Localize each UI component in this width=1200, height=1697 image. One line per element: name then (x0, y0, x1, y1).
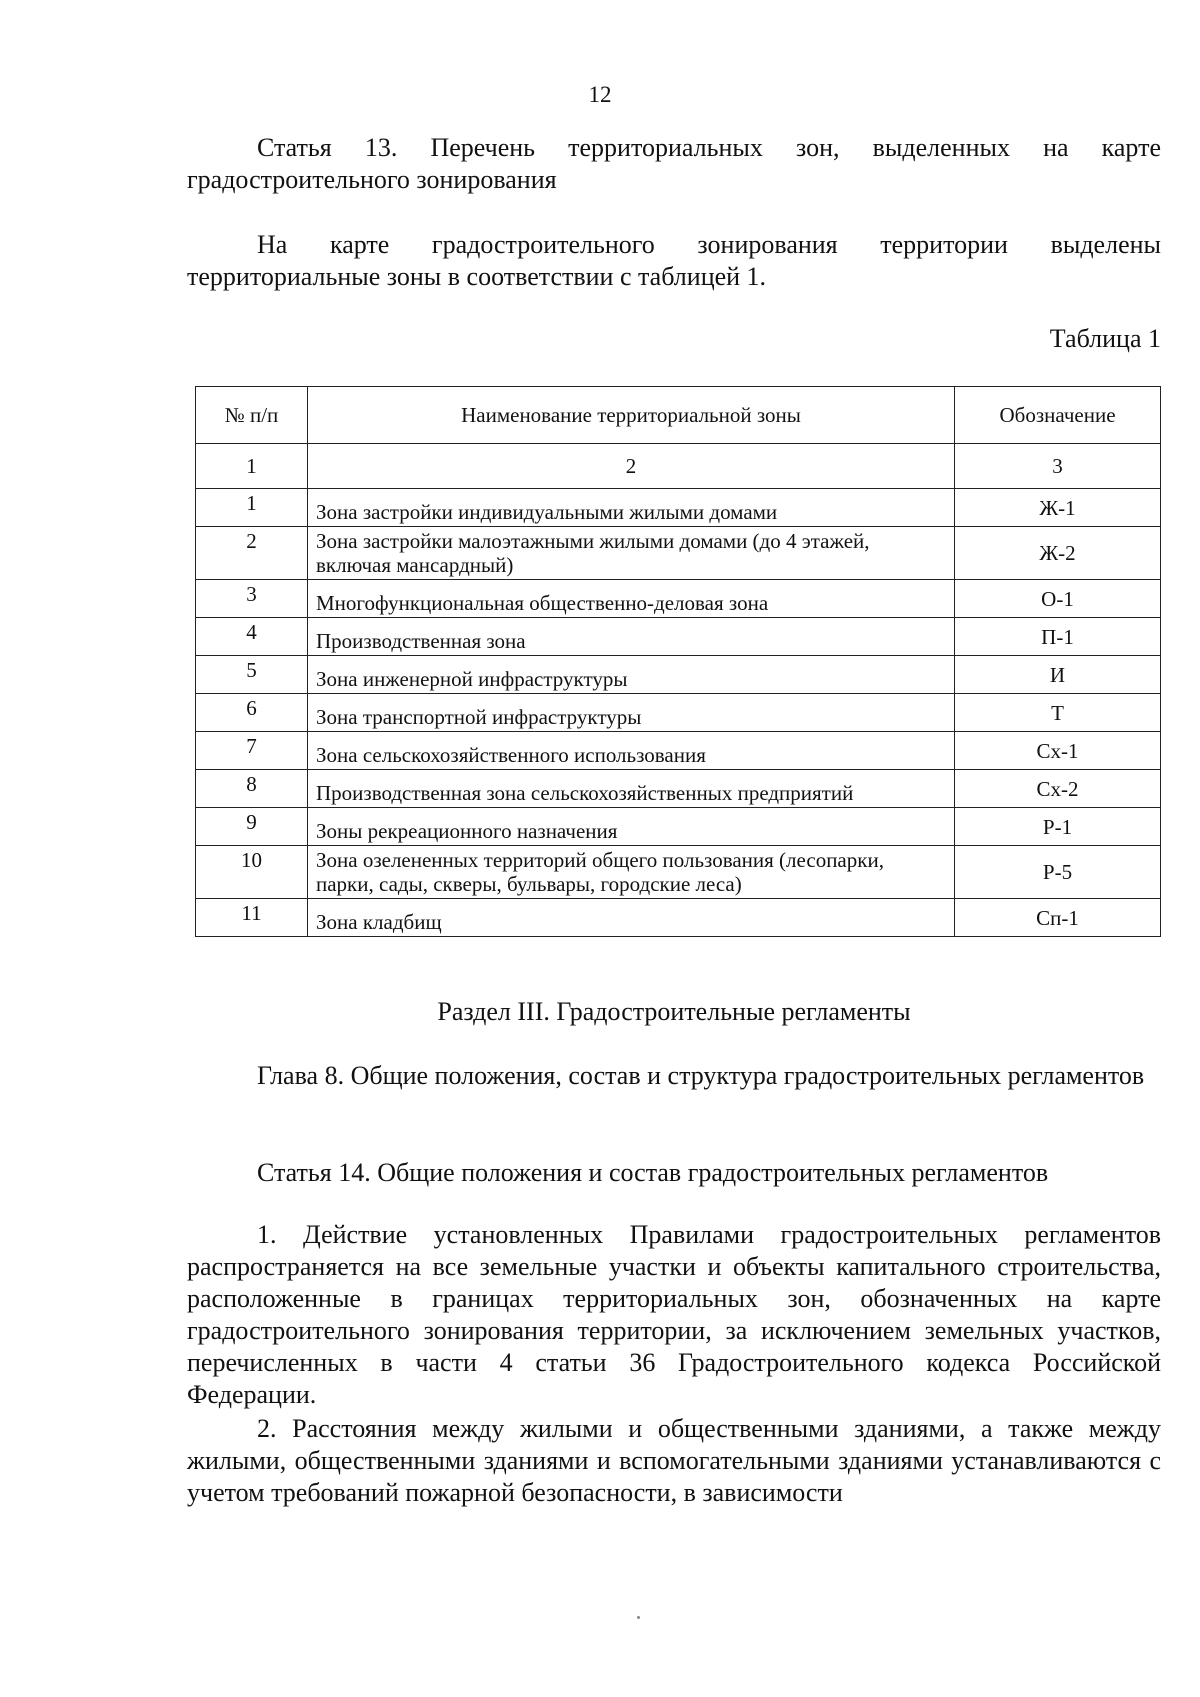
column-number: 1 (196, 444, 308, 489)
table-caption: Таблица 1 (1049, 324, 1161, 353)
article-14-paragraph-2: 2. Расстояния между жилыми и общественными зданиями, а также между жилыми, общественными зданиями и вспомогательными зданиями устанавливаются с учетом требований пожарной безопасности, в зависимости (187, 1414, 1161, 1507)
zone-code: О-1 (955, 580, 1161, 618)
table-header-row (196, 387, 1161, 444)
table-row (196, 770, 1161, 808)
article-14-paragraph-1: 1. Действие установленных Правилами градостроительных регламентов распространяется на все земельные участки и объекты капитального строительства, расположенные в границах территориальных зон, обозначенных на карте градостроительного зонирования территории, за исключением земельных участков, перечисленных в части 4 статьи 36 Градостроительного кодекса Российской Федерации. (187, 1220, 1161, 1409)
zone-name: Зона инженерной инфраструктуры (308, 656, 955, 694)
zone-number: 7 (196, 732, 308, 770)
zone-number: 3 (196, 580, 308, 618)
zones-intro-paragraph: На карте градостроительного зонирования территории выделены территориальные зоны в соответствии с таблицей 1. (187, 230, 1161, 291)
table-row (196, 808, 1161, 846)
table-row (196, 656, 1161, 694)
zone-number: 5 (196, 656, 308, 694)
zone-code: Ж-1 (955, 489, 1161, 527)
zone-number: 8 (196, 770, 308, 808)
zone-number: 2 (196, 527, 308, 580)
table-row (196, 580, 1161, 618)
zone-code: Сх-1 (955, 732, 1161, 770)
header-number: № п/п (196, 387, 308, 444)
zone-code: П-1 (955, 618, 1161, 656)
column-number: 3 (955, 444, 1161, 489)
zone-name: Зона застройки малоэтажными жилыми домами (до 4 этажей, включая мансардный) (308, 527, 955, 580)
zone-code: Сх-2 (955, 770, 1161, 808)
scan-artifact-dot (637, 1616, 640, 1619)
table-row (196, 489, 1161, 527)
zone-name: Зона озелененных территорий общего пользования (лесопарки, парки, сады, скверы, бульвары, городские леса) (308, 846, 955, 899)
zone-code: Ж-2 (955, 527, 1161, 580)
zone-name: Зона сельскохозяйственного использования (308, 732, 955, 770)
zone-code: И (955, 656, 1161, 694)
zone-code: Р-1 (955, 808, 1161, 846)
territorial-zones-table (195, 386, 1161, 937)
zone-code: Т (955, 694, 1161, 732)
section-3-title: Раздел III. Градостроительные регламенты (437, 997, 911, 1026)
table-row (196, 694, 1161, 732)
zone-name: Производственная зона сельскохозяйственных предприятий (308, 770, 955, 808)
header-zone-name: Наименование территориальной зоны (308, 387, 955, 444)
page-number: 12 (588, 82, 612, 107)
zone-name: Многофункциональная общественно-деловая зона (308, 580, 955, 618)
zone-number: 6 (196, 694, 308, 732)
zone-number: 9 (196, 808, 308, 846)
zone-number: 10 (196, 846, 308, 899)
table-row (196, 899, 1161, 937)
article-13-heading: Статья 13. Перечень территориальных зон, выделенных на карте градостроительного зонирования (187, 133, 1161, 194)
chapter-8-heading: Глава 8. Общие положения, состав и структура градостроительных регламентов (257, 1061, 1145, 1090)
table-row (196, 732, 1161, 770)
zone-number: 11 (196, 899, 308, 937)
table-row (196, 527, 1161, 580)
zone-code: Сп-1 (955, 899, 1161, 937)
zone-code: Р-5 (955, 846, 1161, 899)
zone-name: Зона транспортной инфраструктуры (308, 694, 955, 732)
column-number: 2 (308, 444, 955, 489)
zone-name: Зоны рекреационного назначения (308, 808, 955, 846)
zone-number: 1 (196, 489, 308, 527)
header-designation: Обозначение (955, 387, 1161, 444)
table-row (196, 846, 1161, 899)
zone-name: Зона застройки индивидуальными жилыми домами (308, 489, 955, 527)
zone-name: Производственная зона (308, 618, 955, 656)
article-14-heading: Статья 14. Общие положения и состав градостроительных регламентов (257, 1158, 1049, 1187)
zone-name: Зона кладбищ (308, 899, 955, 937)
zone-number: 4 (196, 618, 308, 656)
column-number-row (196, 444, 1161, 489)
table-row (196, 618, 1161, 656)
